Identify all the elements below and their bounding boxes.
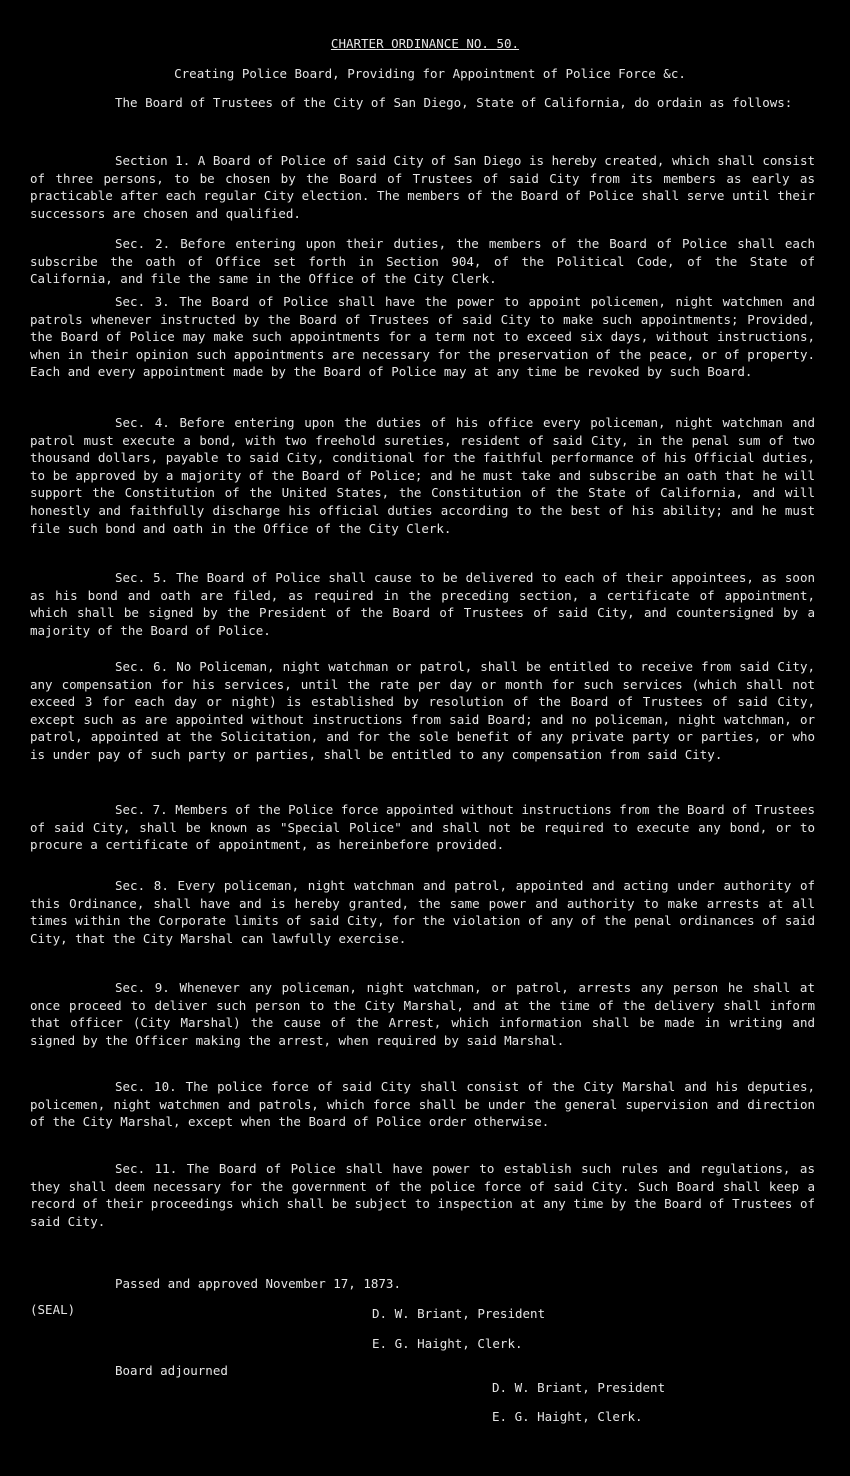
board-adjourned-line: Board adjourned: [115, 1363, 228, 1378]
seal-label: (SEAL): [30, 1302, 76, 1317]
section-9: Sec. 9. Whenever any policeman, night watchman, or patrol, arrests any person he shall at once proceed to deliver such person to the City Marshal, and at the time of the delivery shall inform that officer (City Marshal) the cause of the Arrest, which information shall be made in writing and signed by the Officer making the arrest, when required by said Marshal.: [30, 980, 815, 1048]
section-8: Sec. 8. Every policeman, night watchman and patrol, appointed and acting under authority of this Ordinance, shall have and is hereby granted, the same power and authority to make arrests at all times within the Corporate limits of said City, for the violation of any of the penal ordinances of said City, that the City Marshal can lawfully exercise.: [30, 878, 815, 946]
section-6: Sec. 6. No Policeman, night watchman or patrol, shall be entitled to receive from said City, any compensation for his services, until the rate per day or month for such services (which shall not exceed 3 for each day or night) is established by resolution of the Board of Trustees of said City, except such as are appointed without instructions from said Board; and no policeman, night watchman, or patrol, appointed at the Solicitation, and for the sole benefit of any private party or parties, or who is under pay of such party or parties, shall be entitled to any compensation from said City.: [30, 659, 815, 762]
section-10: Sec. 10. The police force of said City shall consist of the City Marshal and his deputies, policemen, night watchmen and patrols, which force shall be under the general supervision and direction of the City Marshal, except when the Board of Police order otherwise.: [30, 1079, 815, 1130]
passed-approved-line: Passed and approved November 17, 1873.: [115, 1276, 401, 1291]
preamble: The Board of Trustees of the City of San Diego, State of California, do ordain as follows:: [115, 95, 793, 110]
signature-clerk-1: E. G. Haight, Clerk.: [372, 1336, 523, 1351]
section-5: Sec. 5. The Board of Police shall cause to be delivered to each of their appointees, as soon as his bond and oath are filed, as required in the preceding section, a certificate of appointment, which shall be signed by the President of the Board of Trustees of said City, and countersigned by a majority of the Board of Police.: [30, 570, 815, 638]
section-2: Sec. 2. Before entering upon their duties, the members of the Board of Police shall each subscribe the oath of Office set forth in Section 904, of the Political Code, of the State of California, and file the same in the Office of the City Clerk.: [30, 236, 815, 287]
document-subtitle: Creating Police Board, Providing for Appointment of Police Force &c.: [174, 66, 686, 81]
section-1: Section 1. A Board of Police of said City of San Diego is hereby created, which shall consist of three persons, to be chosen by the Board of Trustees of said City from its members as early as practicable after each regular City election. The members of the Board of Police shall serve until their successors are chosen and qualified.: [30, 153, 815, 221]
signature-president-1: D. W. Briant, President: [372, 1306, 546, 1321]
document-title: CHARTER ORDINANCE NO. 50.: [330, 36, 520, 51]
section-11: Sec. 11. The Board of Police shall have power to establish such rules and regulations, as they shall deem necessary for the government of the police force of said City. Such Board shall keep a record of their proceedings which shall be subject to inspection at any time by the Board of Trustees of said City.: [30, 1161, 815, 1229]
signature-clerk-2: E. G. Haight, Clerk.: [492, 1409, 643, 1424]
section-4: Sec. 4. Before entering upon the duties of his office every policeman, night watchman and patrol must execute a bond, with two freehold sureties, resident of said City, in the penal sum of two thousand dollars, payable to said City, conditional for the faithful performance of his Official duties, to be approved by a majority of the Board of Police; and he must take and subscribe an oath that he will support the Constitution of the United States, the Constitution of the State of California, and will honestly and faithfully discharge his official duties according to the best of his ability; and he must file such bond and oath in the Office of the City Clerk.: [30, 415, 815, 536]
section-3: Sec. 3. The Board of Police shall have the power to appoint policemen, night watchmen and patrols whenever instructed by the Board of Trustees of said City to make such appointments; Provided, the Board of Police may make such appointments for a term not to exceed six days, without instructions, when in their opinion such appointments are necessary for the preservation of the peace, or of property. Each and every appointment made by the Board of Police may at any time be revoked by such Board.: [30, 294, 815, 380]
section-7: Sec. 7. Members of the Police force appointed without instructions from the Board of Trustees of said City, shall be known as "Special Police" and shall not be required to execute any bond, or to procure a certificate of appointment, as hereinbefore provided.: [30, 802, 815, 853]
signature-president-2: D. W. Briant, President: [492, 1380, 666, 1395]
